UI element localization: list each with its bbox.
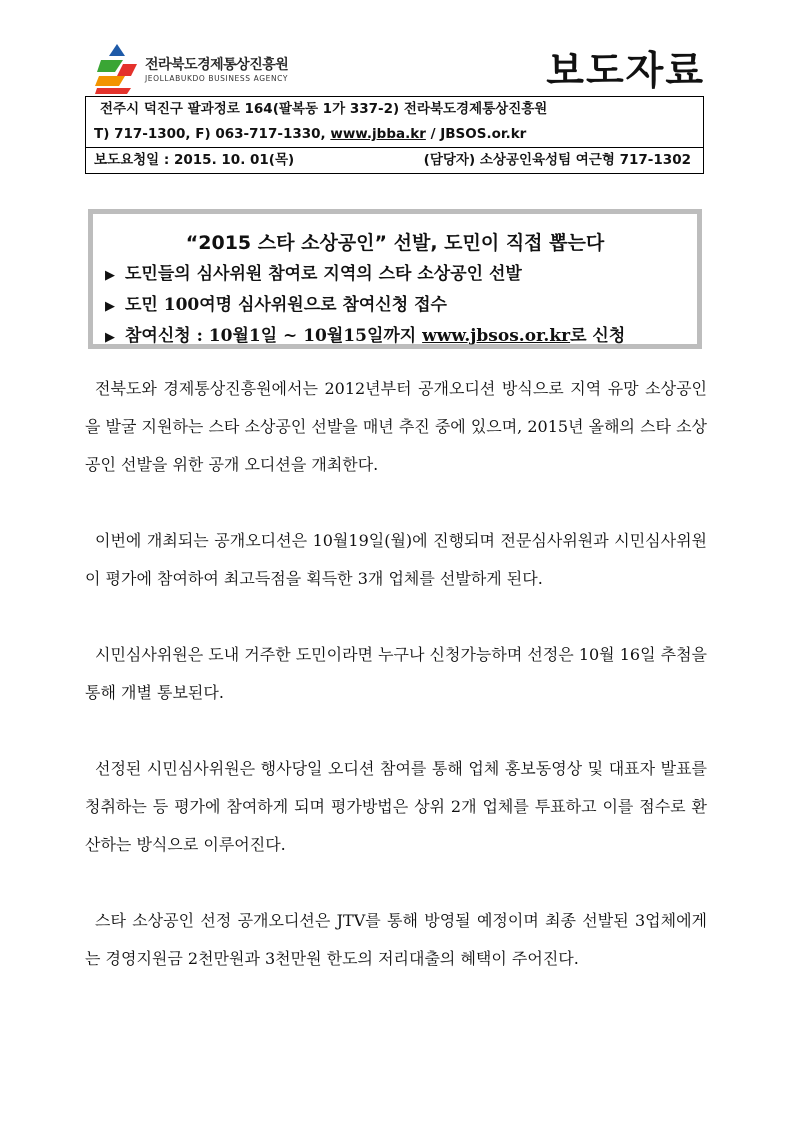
website-link[interactable]: www.jbba.kr [330,126,426,142]
body-paragraph: 이번에 개최되는 공개오디션은 10월19일(월)에 진행되며 전문심사위원과 시민심사위원이 평가에 참여하여 최고득점을 획득한 3개 업체를 선발하게 된다. [85,531,707,588]
bullet-text: 도민들의 심사위원 참여로 지역의 스타 소상공인 선발 [125,264,522,284]
document-type: 보도자료 [546,49,705,94]
triangle-right-icon: ▶ [105,299,115,314]
headline: “2015 스타 소상공인” 선발, 도민이 직접 뽑는다 [185,232,605,254]
bullet-text-suffix: 로 신청 [570,326,626,346]
org-name: 전라북도경제통상진흥원 [145,57,289,73]
contact-person: (담당자) 소상공인육성팀 여근형 717-1302 [423,152,691,168]
body-paragraph: 선정된 시민심사위원은 행사당일 오디션 참여를 통해 업체 홍보동영상 및 대표자 발표를 청취하는 등 평가에 참여하게 되며 평가방법은 상위 2개 업체를 투표하고 이를 점수로 환산하는 방식으로 이루어진다. [85,759,707,854]
summary-bullet [105,259,697,290]
summary-bullet [105,290,697,321]
contact-address: 전주시 덕진구 팔과정로 164(팔복동 1가 337-2) 전라북도경제통상진흥원 [100,101,548,117]
contact-request-row [86,147,703,173]
website-link-2[interactable]: JBSOS.or.kr [440,126,527,142]
org-name-en: JEOLLABUKDO BUSINESS AGENCY [145,74,289,83]
summary-box [88,209,702,349]
summary-bullets [93,259,697,352]
contact-phone-row [86,122,703,147]
article-body [85,370,707,1016]
triangle-right-icon: ▶ [105,330,115,345]
org-logo [95,42,355,96]
application-link[interactable]: www.jbsos.or.kr [422,326,571,346]
body-paragraph: 시민심사위원은 도내 거주한 도민이라면 누구나 신청가능하며 선정은 10월 16일 추첨을 통해 개별 통보된다. [85,645,707,702]
body-paragraph: 스타 소상공인 선정 공개오디션은 JTV를 통해 방영될 예정이며 최종 선발된 3업체에게는 경영지원금 2천만원과 3천만원 한도의 저리대출의 혜택이 주어진다. [85,911,707,968]
triangle-right-icon: ▶ [105,268,115,283]
contact-phone: T) 717-1300, [94,126,191,142]
bullet-text: 도민 100여명 심사위원으로 참여신청 접수 [125,295,447,315]
contact-fax: F) 063-717-1330, [195,126,326,142]
summary-bullet [105,321,697,352]
bullet-text-prefix: 참여신청 : 10월1일 ~ 10월15일까지 [125,326,423,346]
website-separator: / [430,126,436,142]
jbba-logo-icon [95,42,139,94]
body-paragraph: 전북도와 경제통상진흥원에서는 2012년부터 공개오디션 방식으로 지역 유망 소상공인을 발굴 지원하는 스타 소상공인 선발을 매년 추진 중에 있으며, 2015년 올해의 스타 소상공인 선발을 위한 공개 오디션을 개최한다. [85,379,707,474]
request-date: 보도요청일 : 2015. 10. 01(목) [94,152,295,168]
contact-table [85,96,704,174]
page-header [85,38,705,96]
